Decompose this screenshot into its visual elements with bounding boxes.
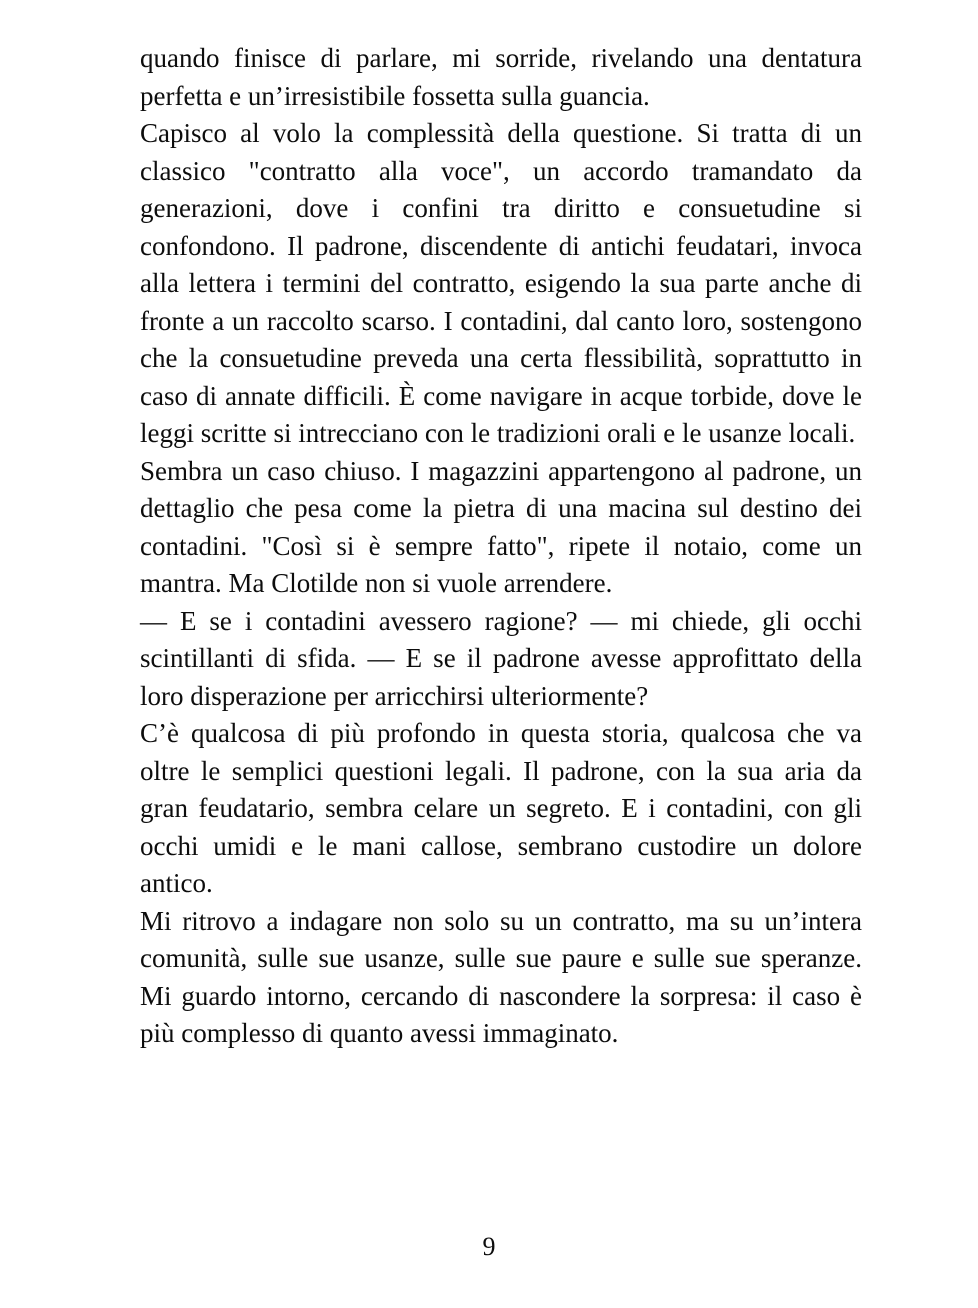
page-number: 9: [482, 1232, 496, 1261]
paragraph-1: quando finisce di parlare, mi sorride, rivelando una dentatura perfetta e un’irresistibile fossetta sulla guancia.: [140, 43, 862, 111]
paragraph-6: Mi ritrovo a indagare non solo su un contratto, ma su un’intera comunità, sulle sue usanze, sulle sue paure e sulle sue speranze. Mi guardo intorno, cercando di nascondere la sorpresa: il caso è più complesso di quanto avessi immaginato.: [140, 905, 862, 1048]
paragraph-4: — E se i contadini avessero ragione? — mi chiede, gli occhi scintillanti di sfida. — E se il padrone avesse approfittato della loro disperazione per arricchirsi ulteriormente?: [140, 605, 862, 711]
paragraph-2: Capisco al volo la complessità della questione. Si tratta di un classico "contratto alla voce", un accordo tramandato da generazioni, dove i confini tra diritto e consuetudine si confondono. Il padrone, discendente di antichi feudatari, invoca alla lettera i termini del contratto, esigendo la sua parte anche di fronte a un raccolto scarso. I contadini, dal canto loro, sostengono che la consuetudine preveda una certa flessibilità, soprattutto in caso di annate difficili. È come navigare in acque torbide, dove le leggi scritte si intrecciano con le tradizioni orali e le usanze locali.: [140, 118, 862, 448]
paragraph-5: C’è qualcosa di più profondo in questa storia, qualcosa che va oltre le semplici questioni legali. Il padrone, con la sua aria da gran feudatario, sembra celare un segreto. E i contadini, con gli occhi umidi e le mani callose, sembrano custodire un dolore antico.: [140, 718, 862, 898]
paragraph-3: Sembra un caso chiuso. I magazzini appartengono al padrone, un dettaglio che pesa come la pietra di una macina sul destino dei contadini. "Così si è sempre fatto", ripete il notaio, come un mantra. Ma Clotilde non si vuole arrendere.: [140, 455, 862, 598]
page-text: [140, 40, 862, 1053]
